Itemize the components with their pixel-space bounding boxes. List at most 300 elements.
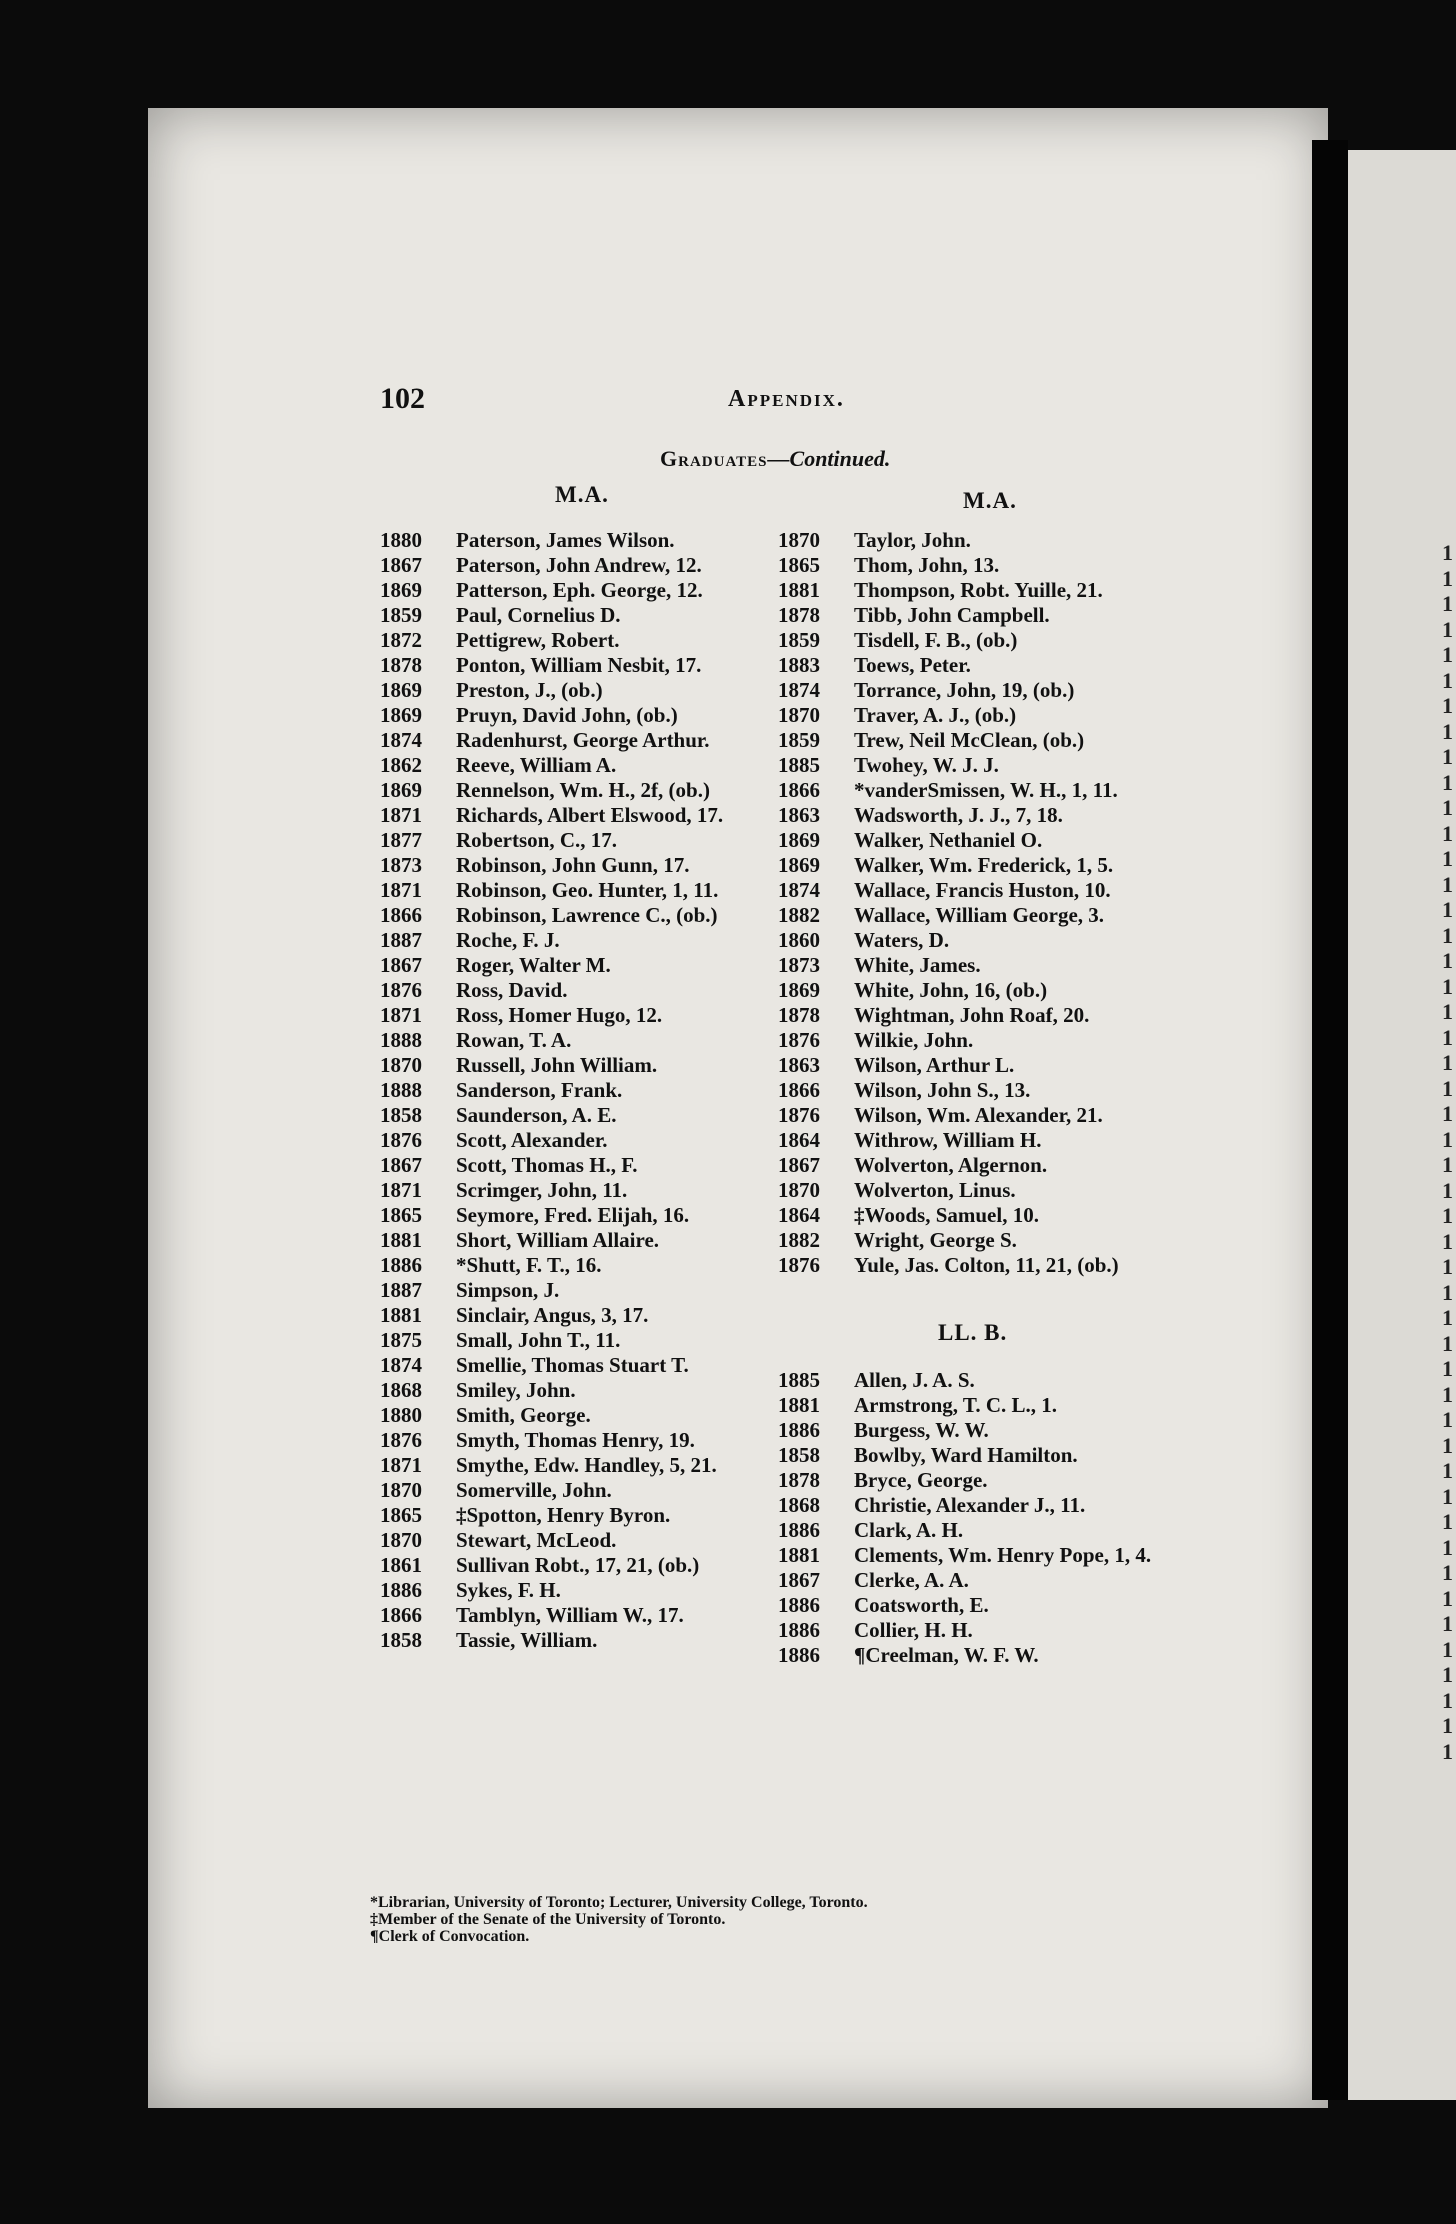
entry-name: Smythe, Edw. Handley, 5, 21. (456, 1453, 717, 1477)
entry-year: 1874 (380, 728, 422, 752)
list-item (778, 528, 1119, 553)
entry-name: Allen, J. A. S. (854, 1368, 975, 1392)
entry-name: ‡Spotton, Henry Byron. (456, 1503, 671, 1527)
adjacent-page-year-fragment: 1 (1442, 642, 1453, 667)
list-item (778, 1003, 1119, 1028)
adjacent-page-year-fragment: 1 (1442, 1203, 1453, 1228)
adjacent-page-year-fragment: 1 (1442, 897, 1453, 922)
entry-name: Taylor, John. (854, 528, 971, 552)
entry-year: 1866 (778, 778, 820, 802)
entry-year: 1874 (380, 1353, 422, 1377)
entry-year: 1870 (380, 1478, 422, 1502)
entry-year: 1885 (778, 753, 820, 777)
entry-name: Trew, Neil McClean, (ob.) (854, 728, 1085, 752)
list-item (778, 1418, 1151, 1443)
entry-year: 1873 (778, 953, 820, 977)
list-item (380, 728, 723, 753)
entry-year: 1876 (380, 1428, 422, 1452)
list-item (778, 928, 1119, 953)
adjacent-page-year-fragment: 1 (1442, 1024, 1453, 1050)
entry-name: Clerke, A. A. (854, 1568, 969, 1592)
adjacent-page-year-fragment: 1 (1442, 1279, 1453, 1305)
entry-name: Somerville, John. (456, 1478, 612, 1502)
entry-name: Twohey, W. J. J. (854, 753, 999, 777)
adjacent-page-year-fragment: 1 (1442, 1560, 1453, 1585)
list-item (778, 1368, 1151, 1393)
entry-year: 1878 (778, 1003, 820, 1027)
entry-name: Bowlby, Ward Hamilton. (854, 1443, 1078, 1467)
list-item (380, 1203, 723, 1228)
entry-name: Reeve, William A. (456, 753, 617, 777)
entry-year: 1888 (380, 1078, 422, 1102)
entry-year: 1859 (380, 603, 422, 627)
list-item (380, 903, 723, 928)
entry-year: 1881 (778, 578, 820, 602)
adjacent-page-year-fragment: 1 (1442, 591, 1453, 616)
entry-year: 1871 (380, 1003, 422, 1027)
list-item (778, 778, 1119, 803)
entry-year: 1871 (380, 1453, 422, 1477)
entry-name: Thompson, Robt. Yuille, 21. (854, 578, 1103, 602)
entry-name: Smith, George. (456, 1403, 591, 1427)
list-item (380, 1403, 723, 1428)
entry-year: 1871 (380, 1178, 422, 1202)
adjacent-page-year-fragment: 1 (1442, 1483, 1453, 1509)
adjacent-page-edge (1348, 150, 1456, 2100)
entry-name: Traver, A. J., (ob.) (854, 703, 1017, 727)
running-head: Appendix. (728, 386, 845, 412)
book-gutter (1312, 140, 1348, 2100)
entry-name: White, John, 16, (ob.) (854, 978, 1048, 1002)
entry-name: Seymore, Fred. Elijah, 16. (456, 1203, 690, 1227)
entry-name: Tibb, John Campbell. (854, 603, 1050, 627)
entry-year: 1886 (778, 1418, 820, 1442)
entry-name: Waters, D. (854, 928, 950, 952)
page-header (380, 382, 1140, 422)
list-item (380, 578, 723, 603)
entry-name: Wadsworth, J. J., 7, 18. (854, 803, 1063, 827)
adjacent-page-year-fragment: 1 (1442, 871, 1453, 897)
entry-name: Wallace, William George, 3. (854, 903, 1105, 927)
entry-name: Sykes, F. H. (456, 1578, 561, 1602)
entry-year: 1883 (778, 653, 820, 677)
adjacent-page-year-fragment: 1 (1442, 1075, 1453, 1101)
adjacent-page-year-fragment: 1 (1442, 1432, 1453, 1458)
list-item (778, 1543, 1151, 1568)
list-item (380, 1478, 723, 1503)
adjacent-page-year-fragment: 1 (1442, 616, 1453, 642)
list-item (380, 1528, 723, 1553)
list-item (380, 653, 723, 678)
entry-year: 1874 (778, 678, 820, 702)
entry-year: 1876 (778, 1028, 820, 1052)
entry-year: 1865 (380, 1503, 422, 1527)
entry-year: 1862 (380, 753, 422, 777)
adjacent-page-year-fragment: 1 (1442, 795, 1453, 820)
entry-year: 1867 (380, 553, 422, 577)
list-item (778, 578, 1119, 603)
entry-year: 1867 (380, 1153, 422, 1177)
entry-year: 1859 (778, 628, 820, 652)
list-item (778, 1393, 1151, 1418)
entry-name: Walker, Wm. Frederick, 1, 5. (854, 853, 1114, 877)
entry-year: 1859 (778, 728, 820, 752)
adjacent-page-year-fragment: 1 (1442, 744, 1453, 769)
entry-year: 1876 (778, 1253, 820, 1277)
list-item (380, 853, 723, 878)
entry-year: 1871 (380, 878, 422, 902)
entry-year: 1860 (778, 928, 820, 952)
entry-year: 1885 (778, 1368, 820, 1392)
adjacent-page-year-fragment: 1 (1442, 820, 1453, 846)
entry-year: 1866 (380, 903, 422, 927)
entry-year: 1868 (778, 1493, 820, 1517)
list-item (778, 1493, 1151, 1518)
list-item (380, 628, 723, 653)
list-item (380, 1053, 723, 1078)
entry-year: 1869 (380, 778, 422, 802)
list-item (380, 1003, 723, 1028)
entry-name: Wallace, Francis Huston, 10. (854, 878, 1111, 902)
list-item (380, 1153, 723, 1178)
entry-name: Pruyn, David John, (ob.) (456, 703, 678, 727)
entry-name: Pettigrew, Robert. (456, 628, 620, 652)
entry-name: Sinclair, Angus, 3, 17. (456, 1303, 649, 1327)
entry-name: Radenhurst, George Arthur. (456, 728, 710, 752)
list-item (778, 878, 1119, 903)
list-item (380, 1553, 723, 1578)
adjacent-page-year-fragment: 1 (1442, 1687, 1453, 1713)
adjacent-page-year-fragment: 1 (1442, 1177, 1453, 1203)
entry-year: 1869 (778, 853, 820, 877)
list-item (380, 803, 723, 828)
adjacent-page-year-fragment: 1 (1442, 1356, 1453, 1381)
list-item (778, 1568, 1151, 1593)
list-item (778, 678, 1119, 703)
entry-year: 1876 (380, 978, 422, 1002)
list-item (778, 1228, 1119, 1253)
entry-name: Patterson, Eph. George, 12. (456, 578, 703, 602)
list-item (380, 978, 723, 1003)
adjacent-page-year-fragment: 1 (1442, 1407, 1453, 1432)
adjacent-page-year-fragment: 1 (1442, 1713, 1453, 1738)
left-entry-list (380, 528, 723, 1653)
entry-year: 1886 (778, 1518, 820, 1542)
list-item (380, 1378, 723, 1403)
entry-year: 1886 (380, 1578, 422, 1602)
list-item (778, 1203, 1119, 1228)
entry-year: 1868 (380, 1378, 422, 1402)
entry-year: 1867 (380, 953, 422, 977)
entry-name: Yule, Jas. Colton, 11, 21, (ob.) (854, 1253, 1119, 1277)
entry-name: Russell, John William. (456, 1053, 658, 1077)
entry-name: Toews, Peter. (854, 653, 971, 677)
list-item (778, 1103, 1119, 1128)
entry-year: 1886 (778, 1643, 820, 1667)
list-item (380, 953, 723, 978)
list-item (778, 1128, 1119, 1153)
entry-name: Clements, Wm. Henry Pope, 1, 4. (854, 1543, 1152, 1567)
page-number: 102 (380, 382, 425, 415)
entry-name: Roger, Walter M. (456, 953, 611, 977)
entry-name: Rowan, T. A. (456, 1028, 572, 1052)
list-item (778, 1028, 1119, 1053)
entry-name: Tisdell, F. B., (ob.) (854, 628, 1018, 652)
list-item (778, 728, 1119, 753)
adjacent-page-year-fragment: 1 (1442, 1611, 1453, 1636)
entry-year: 1863 (778, 1053, 820, 1077)
entry-year: 1877 (380, 828, 422, 852)
list-item (380, 1628, 723, 1653)
list-item (778, 653, 1119, 678)
adjacent-page-year-fragment: 1 (1442, 999, 1453, 1024)
entry-year: 1870 (778, 528, 820, 552)
adjacent-page-year-fragment: 1 (1442, 1636, 1453, 1662)
list-item (380, 1228, 723, 1253)
footnote: ¶Clerk of Convocation. (370, 1928, 530, 1945)
entry-year: 1873 (380, 853, 422, 877)
entry-name: Scott, Alexander. (456, 1128, 608, 1152)
entry-name: Withrow, William H. (854, 1128, 1042, 1152)
adjacent-page-year-fragment: 1 (1442, 1509, 1453, 1534)
entry-name: White, James. (854, 953, 981, 977)
list-item (778, 903, 1119, 928)
adjacent-page-year-fragment: 1 (1442, 718, 1453, 744)
entry-year: 1887 (380, 928, 422, 952)
entry-year: 1870 (778, 703, 820, 727)
entry-year: 1871 (380, 803, 422, 827)
entry-name: Wilson, Wm. Alexander, 21. (854, 1103, 1103, 1127)
list-item (778, 553, 1119, 578)
list-item (380, 603, 723, 628)
entry-name: Smyth, Thomas Henry, 19. (456, 1428, 695, 1452)
entry-name: Saunderson, A. E. (456, 1103, 617, 1127)
entry-year: 1878 (778, 1468, 820, 1492)
adjacent-page-year-fragment: 1 (1442, 1101, 1453, 1126)
entry-name: Smiley, John. (456, 1378, 576, 1402)
adjacent-page-year-fragment: 1 (1442, 1662, 1453, 1687)
entry-year: 1870 (380, 1528, 422, 1552)
adjacent-page-year-fragment: 1 (1442, 693, 1453, 718)
entry-year: 1869 (380, 578, 422, 602)
entry-name: Wright, George S. (854, 1228, 1017, 1252)
section-title-main: Graduates (660, 446, 768, 471)
entry-year: 1869 (778, 828, 820, 852)
section-title-suffix: —Continued. (767, 446, 891, 471)
entry-year: 1882 (778, 1228, 820, 1252)
entry-year: 1869 (380, 678, 422, 702)
entry-year: 1869 (380, 703, 422, 727)
adjacent-page-year-fragment: 1 (1442, 1585, 1453, 1611)
entry-name: Ross, Homer Hugo, 12. (456, 1003, 663, 1027)
entry-name: Scrimger, John, 11. (456, 1178, 628, 1202)
entry-name: Robinson, Lawrence C., (ob.) (456, 903, 718, 927)
list-item (778, 1593, 1151, 1618)
list-item (380, 1103, 723, 1128)
entry-year: 1866 (778, 1078, 820, 1102)
list-item (778, 803, 1119, 828)
list-item (778, 1618, 1151, 1643)
adjacent-page-year-fragment: 1 (1442, 1050, 1453, 1075)
entry-year: 1858 (380, 1628, 422, 1652)
list-item (778, 1443, 1151, 1468)
entry-year: 1886 (380, 1253, 422, 1277)
list-item (778, 753, 1119, 778)
entry-name: Rennelson, Wm. H., 2f, (ob.) (456, 778, 710, 802)
entry-name: *Shutt, F. T., 16. (456, 1253, 602, 1277)
entry-year: 1864 (778, 1203, 820, 1227)
adjacent-page-year-fragment: 1 (1442, 1152, 1453, 1177)
entry-year: 1887 (380, 1278, 422, 1302)
entry-year: 1872 (380, 628, 422, 652)
list-item (380, 1578, 723, 1603)
adjacent-page-year-fragment: 1 (1442, 973, 1453, 999)
list-item (778, 1253, 1119, 1278)
entry-year: 1886 (778, 1618, 820, 1642)
entry-name: Wilson, Arthur L. (854, 1053, 1015, 1077)
list-item (778, 1468, 1151, 1493)
entry-year: 1867 (778, 1568, 820, 1592)
entry-name: Walker, Nethaniel O. (854, 828, 1043, 852)
adjacent-page-year-fragment: 1 (1442, 565, 1453, 591)
entry-name: Scott, Thomas H., F. (456, 1153, 638, 1177)
adjacent-page-year-fragment: 1 (1442, 1738, 1453, 1764)
list-item (778, 1053, 1119, 1078)
entry-name: ¶Creelman, W. F. W. (854, 1643, 1039, 1667)
list-item (778, 1643, 1151, 1668)
entry-year: 1876 (778, 1103, 820, 1127)
list-item (380, 1178, 723, 1203)
list-item (380, 1078, 723, 1103)
list-item (380, 1428, 723, 1453)
entry-name: Armstrong, T. C. L., 1. (854, 1393, 1058, 1417)
adjacent-page-year-fragment: 1 (1442, 846, 1453, 871)
list-item (380, 1603, 723, 1628)
adjacent-page-year-fragment: 1 (1442, 1254, 1453, 1279)
list-item (380, 1303, 723, 1328)
right-column-heading: M.A. (963, 488, 1017, 513)
list-item (380, 528, 723, 553)
entry-year: 1869 (778, 978, 820, 1002)
entry-year: 1858 (778, 1443, 820, 1467)
entry-year: 1870 (380, 1053, 422, 1077)
list-item (380, 1253, 723, 1278)
entry-name: Wightman, John Roaf, 20. (854, 1003, 1090, 1027)
entry-name: Paterson, John Andrew, 12. (456, 553, 702, 577)
list-item (778, 853, 1119, 878)
list-item (380, 1278, 723, 1303)
entry-name: Tassie, William. (456, 1628, 598, 1652)
entry-name: Sanderson, Frank. (456, 1078, 623, 1102)
entry-name: Wolverton, Linus. (854, 1178, 1016, 1202)
list-item (380, 1128, 723, 1153)
footnote: ‡Member of the Senate of the University of Toronto. (370, 1911, 726, 1928)
list-item (778, 628, 1119, 653)
entry-name: Robinson, John Gunn, 17. (456, 853, 690, 877)
left-column-heading: M.A. (555, 482, 609, 507)
entry-name: Paul, Cornelius D. (456, 603, 621, 627)
entry-name: Roche, F. J. (456, 928, 560, 952)
right-entry-list (778, 528, 1119, 1278)
entry-year: 1874 (778, 878, 820, 902)
entry-name: Bryce, George. (854, 1468, 988, 1492)
list-item (778, 828, 1119, 853)
adjacent-page-year-fragment: 1 (1442, 948, 1453, 973)
entry-name: Wilson, John S., 13. (854, 1078, 1031, 1102)
adjacent-page-year-fragment: 1 (1442, 1534, 1453, 1560)
entry-name: Christie, Alexander J., 11. (854, 1493, 1086, 1517)
list-item (380, 1028, 723, 1053)
entry-name: *vanderSmissen, W. H., 1, 11. (854, 778, 1118, 802)
entry-name: Torrance, John, 19, (ob.) (854, 678, 1075, 702)
adjacent-page-year-fragment: 1 (1442, 667, 1453, 693)
entry-year: 1886 (778, 1593, 820, 1617)
adjacent-page-year-fragment: 1 (1442, 769, 1453, 795)
entry-name: Small, John T., 11. (456, 1328, 621, 1352)
entry-name: Smellie, Thomas Stuart T. (456, 1353, 689, 1377)
adjacent-page-year-fragment: 1 (1442, 1330, 1453, 1356)
entry-year: 1870 (778, 1178, 820, 1202)
entry-name: Clark, A. H. (854, 1518, 964, 1542)
list-item (380, 828, 723, 853)
list-item (380, 778, 723, 803)
list-item (778, 1518, 1151, 1543)
footnote: *Librarian, University of Toronto; Lecturer, University College, Toronto. (370, 1894, 868, 1911)
adjacent-page-year-fragment: 1 (1442, 1381, 1453, 1407)
list-item (380, 1503, 723, 1528)
adjacent-page-year-fragment: 1 (1442, 1126, 1453, 1152)
entry-name: Ross, David. (456, 978, 568, 1002)
entry-name: Wilkie, John. (854, 1028, 974, 1052)
list-item (778, 1153, 1119, 1178)
entry-year: 1858 (380, 1103, 422, 1127)
adjacent-page-year-fragment: 1 (1442, 1458, 1453, 1483)
entry-name: Wolverton, Algernon. (854, 1153, 1048, 1177)
entry-year: 1865 (380, 1203, 422, 1227)
list-item (778, 603, 1119, 628)
list-item (380, 1328, 723, 1353)
entry-year: 1864 (778, 1128, 820, 1152)
list-item (380, 553, 723, 578)
list-item (778, 978, 1119, 1003)
entry-name: Ponton, William Nesbit, 17. (456, 653, 702, 677)
llb-heading: LL. B. (938, 1320, 1008, 1345)
entry-year: 1865 (778, 553, 820, 577)
entry-name: Sullivan Robt., 17, 21, (ob.) (456, 1553, 700, 1577)
entry-name: ‡Woods, Samuel, 10. (854, 1203, 1039, 1227)
entry-year: 1881 (778, 1393, 820, 1417)
entry-year: 1880 (380, 1403, 422, 1427)
entry-name: Richards, Albert Elswood, 17. (456, 803, 724, 827)
adjacent-page-year-fragment: 1 (1442, 1228, 1453, 1254)
list-item (380, 753, 723, 778)
entry-year: 1880 (380, 528, 422, 552)
entry-name: Burgess, W. W. (854, 1418, 989, 1442)
entry-name: Collier, H. H. (854, 1618, 973, 1642)
adjacent-page-year-fragment: 1 (1442, 540, 1453, 565)
entry-year: 1881 (380, 1228, 422, 1252)
adjacent-page-year-fragment: 1 (1442, 922, 1453, 948)
entry-name: Preston, J., (ob.) (456, 678, 603, 702)
llb-entry-list (778, 1368, 1151, 1668)
entry-year: 1878 (380, 653, 422, 677)
entry-name: Robertson, C., 17. (456, 828, 617, 852)
entry-year: 1861 (380, 1553, 422, 1577)
entry-year: 1878 (778, 603, 820, 627)
entry-name: Tamblyn, William W., 17. (456, 1603, 684, 1627)
list-item (778, 1178, 1119, 1203)
entry-year: 1867 (778, 1153, 820, 1177)
